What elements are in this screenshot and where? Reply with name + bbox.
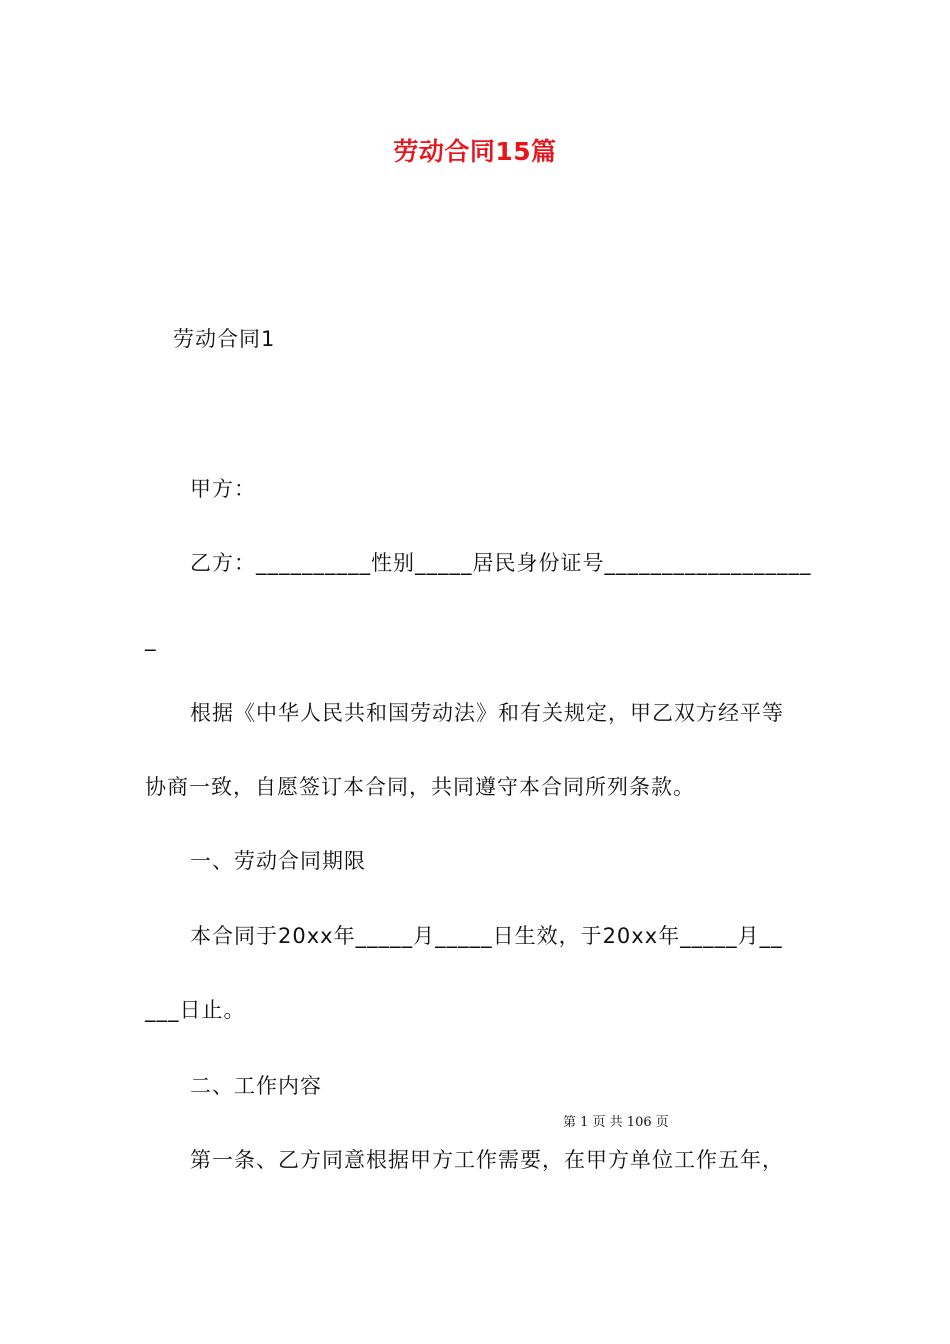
clause-heading-term: 一、劳动合同期限: [190, 849, 366, 873]
party-b-line-continuation: _: [145, 627, 157, 651]
party-a-line: 甲方：: [190, 477, 256, 501]
party-b-line: 乙方：__________性别_____居民身份证号__________________: [190, 551, 812, 575]
preamble-line-1: 根据《中华人民共和国劳动法》和有关规定，甲乙双方经平等: [190, 701, 784, 725]
term-line-1: 本合同于20xx年_____月_____日生效，于20xx年_____月__: [190, 924, 783, 948]
document-title: 劳动合同15篇: [393, 137, 557, 166]
article-one-line: 第一条、乙方同意根据甲方工作需要，在甲方单位工作五年，: [190, 1148, 784, 1172]
section-heading: 劳动合同1: [173, 327, 276, 351]
clause-heading-work: 二、工作内容: [190, 1074, 322, 1098]
page-footer: 第 1 页 共 106 页: [563, 1115, 669, 1130]
preamble-line-2: 协商一致，自愿签订本合同，共同遵守本合同所列条款。: [145, 775, 695, 799]
term-line-2: ___日止。: [145, 998, 246, 1022]
